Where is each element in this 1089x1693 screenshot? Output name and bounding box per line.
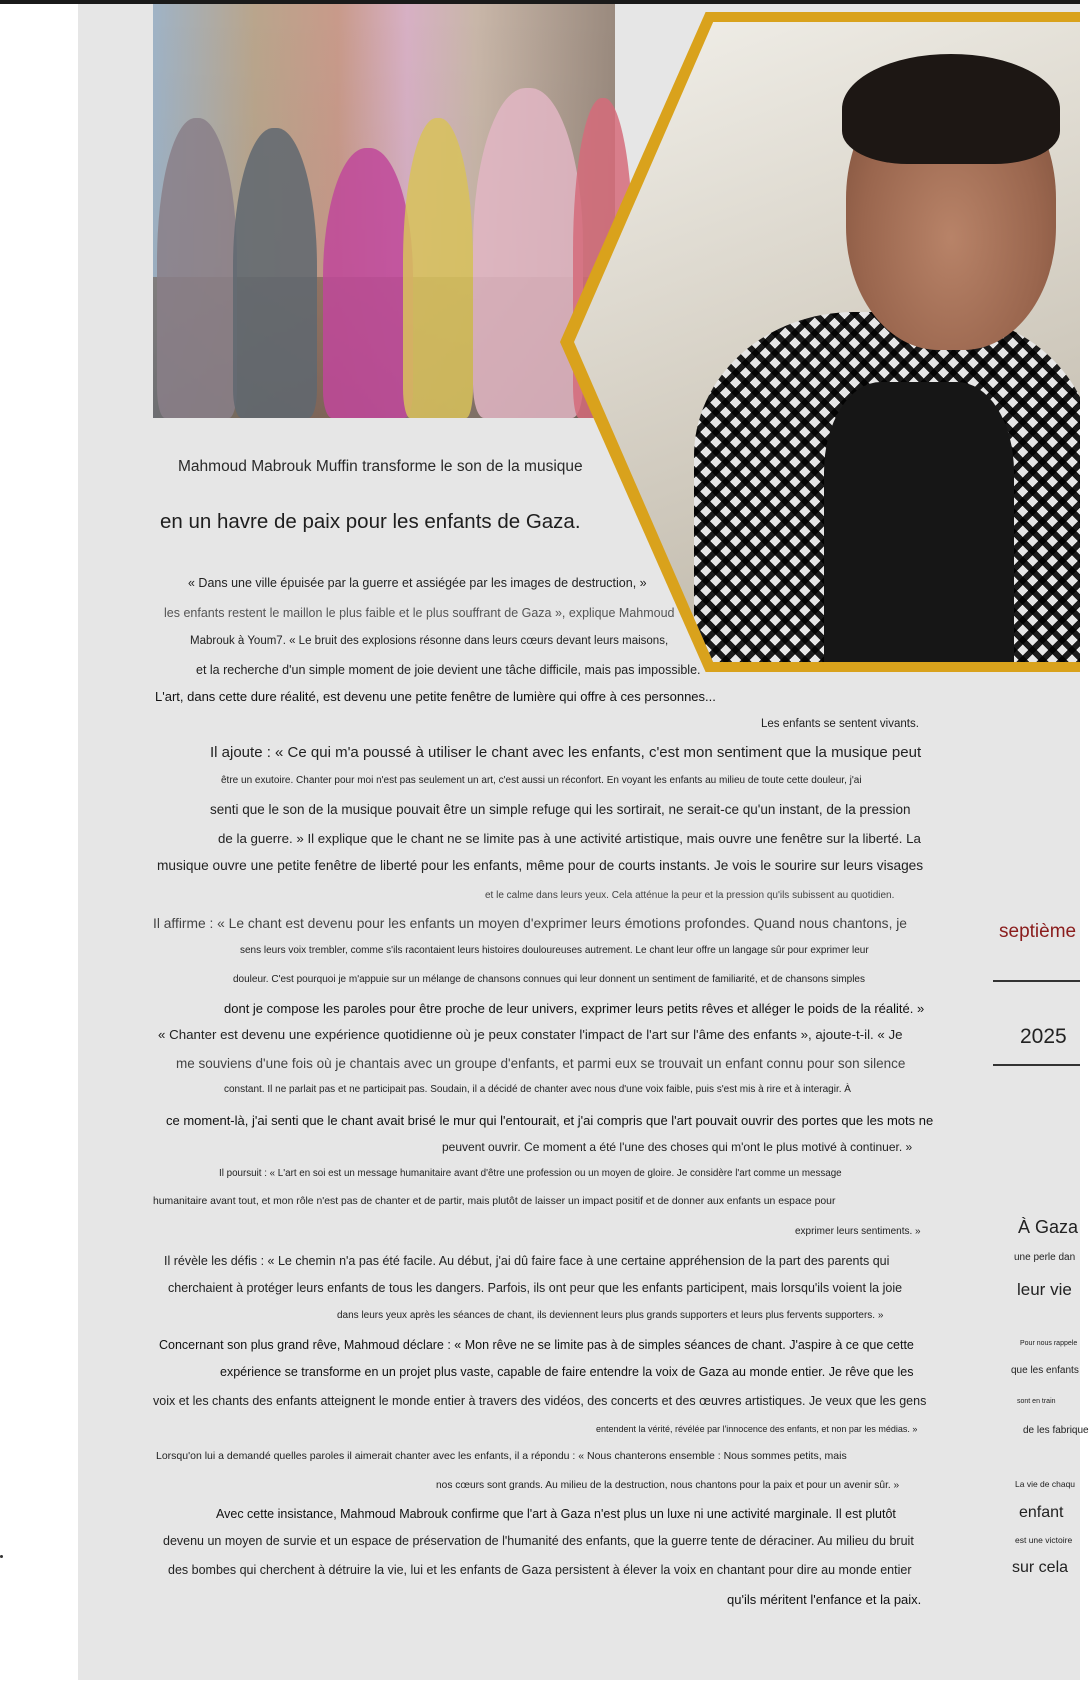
article-line: ce moment-là, j'ai senti que le chant avait brisé le mur qui l'entourait, et j'ai compris que l'art pouvait ouvrir des portes que les mots ne bbox=[166, 1113, 934, 1128]
article-line: peuvent ouvrir. Ce moment a été l'une des choses qui m'ont le plus motivé à continuer. » bbox=[442, 1140, 913, 1154]
caption-line-2: en un havre de paix pour les enfants de Gaza. bbox=[160, 510, 581, 533]
article-line: qu'ils méritent l'enfance et la paix. bbox=[727, 1592, 922, 1607]
article-line: voix et les chants des enfants atteignent le monde entier à travers des vidéos, des concerts et des œuvres artistiques. Je veux que les gens bbox=[153, 1394, 927, 1408]
child-figure bbox=[403, 118, 473, 418]
sidebar-year: 2025 bbox=[1020, 1025, 1067, 1048]
sidebar-victory: est une victoire bbox=[1015, 1535, 1073, 1545]
margin-dot bbox=[0, 1555, 3, 1558]
article-line: Il poursuit : « L'art en soi est un message humanitaire avant d'être une profession ou un moyen de gloire. Je considère l'art comme un message bbox=[219, 1168, 842, 1179]
article-line: entendent la vérité, révélée par l'innocence des enfants, et non par les médias. » bbox=[596, 1424, 918, 1434]
sidebar-month: septième bbox=[999, 921, 1077, 942]
article-line: Lorsqu'on lui a demandé quelles paroles il aimerait chanter avec les enfants, il a répondu : « Nous chanterons ensemble : Nous sommes petits, mais bbox=[156, 1450, 847, 1462]
sidebar-child: enfant bbox=[1019, 1504, 1064, 1521]
sidebar-gaza: À Gaza bbox=[1018, 1217, 1079, 1237]
article-line: me souviens d'une fois où je chantais avec un groupe d'enfants, et parmi eux se trouvait un enfant connu pour son silence bbox=[176, 1056, 906, 1071]
article-line: musique ouvre une petite fenêtre de liberté pour les enfants, même pour de courts instants. Je vois le sourire sur leurs visages bbox=[157, 858, 924, 873]
children-singing-photo bbox=[153, 4, 615, 418]
article-line: dont je compose les paroles pour être proche de leur univers, exprimer leurs petits rêves et alléger le poids de la réalité. » bbox=[224, 1001, 925, 1016]
article-line: douleur. C'est pourquoi je m'appuie sur un mélange de chansons connues qui leur donnent un sentiment de familiarité, et de chansons simples bbox=[233, 974, 865, 985]
article-line: expérience se transforme en un projet plus vaste, capable de faire entendre la voix de Gaza au monde entier. Je rêve que les bbox=[220, 1365, 914, 1379]
article-line: Avec cette insistance, Mahmoud Mabrouk confirme que l'art à Gaza n'est plus un luxe ni une activité marginale. Il est plutôt bbox=[216, 1507, 896, 1521]
article-line: devenu un moyen de survie et un espace de préservation de l'humanité des enfants, que la guerre tente de déraciner. Au milieu du bruit bbox=[163, 1534, 914, 1548]
article-line: L'art, dans cette dure réalité, est devenu une petite fenêtre de lumière qui offre à ces personnes... bbox=[155, 689, 716, 704]
article-line: nos cœurs sont grands. Au milieu de la destruction, nous chantons pour la paix et pour un avenir sûr. » bbox=[436, 1480, 900, 1491]
article-line: les enfants restent le maillon le plus faible et le plus souffrant de Gaza », explique Mahmoud bbox=[164, 606, 675, 620]
article-line: être un exutoire. Chanter pour moi n'est pas seulement un art, c'est aussi un réconfort. En voyant les enfants au milieu de toute cette douleur, j'ai bbox=[221, 775, 862, 786]
article-line: cherchaient à protéger leurs enfants de tous les dangers. Parfois, ils ont peur que les enfants participent, mais lorsqu'ils voient la joie bbox=[168, 1281, 903, 1295]
child-figure bbox=[473, 88, 583, 418]
sidebar-factories: de les fabrique bbox=[1023, 1425, 1089, 1436]
black-shirt bbox=[824, 382, 1014, 662]
hair bbox=[842, 54, 1060, 164]
sidebar-divider bbox=[993, 1064, 1080, 1066]
article-line: de la guerre. » Il explique que le chant ne se limite pas à une activité artistique, mais ouvre une fenêtre sur la liberté. La bbox=[218, 831, 921, 846]
caption-line-1: Mahmoud Mabrouk Muffin transforme le son de la musique bbox=[178, 458, 583, 475]
child-figure bbox=[157, 118, 237, 418]
article-line: et le calme dans leurs yeux. Cela atténue la peur et la pression qu'ils subissent au quotidien. bbox=[485, 890, 895, 901]
article-line: dans leurs yeux après les séances de chant, ils deviennent leurs plus grands supporters et leurs plus fervents supporters. » bbox=[337, 1310, 884, 1321]
article-line: senti que le son de la musique pouvait être un simple refuge qui les sortirait, ne serait-ce qu'un instant, de la pression bbox=[210, 802, 911, 817]
article-line: Il ajoute : « Ce qui m'a poussé à utiliser le chant avec les enfants, c'est mon sentiment que la musique peut bbox=[210, 744, 922, 761]
article-line: et la recherche d'un simple moment de joie devient une tâche difficile, mais pas impossible. bbox=[196, 663, 701, 677]
child-figure bbox=[323, 148, 413, 418]
article-line: des bombes qui cherchent à détruire la vie, lui et les enfants de Gaza persistent à élever la voix en chantant pour dire au monde entier bbox=[168, 1563, 912, 1577]
article-line: « Chanter est devenu une expérience quotidienne où je peux constater l'impact de l'art sur l'âme des enfants », ajoute-t-il. « Je bbox=[158, 1027, 903, 1042]
sidebar-training: sont en train bbox=[1017, 1398, 1056, 1405]
sidebar-remind: Pour nous rappele bbox=[1020, 1340, 1078, 1347]
article-line: Il affirme : « Le chant est devenu pour les enfants un moyen d'exprimer leurs émotions profondes. Quand nous chantons, je bbox=[153, 916, 907, 931]
article-line: Les enfants se sentent vivants. bbox=[761, 718, 919, 730]
child-figure bbox=[233, 128, 317, 418]
sidebar-life: leur vie bbox=[1017, 1280, 1072, 1299]
sidebar-divider bbox=[993, 980, 1080, 982]
article-line: Il révèle les défis : « Le chemin n'a pas été facile. Au début, j'ai dû faire face à une certaine appréhension de la part des parents qui bbox=[164, 1254, 890, 1268]
article-line: humanitaire avant tout, et mon rôle n'est pas de chanter et de partir, mais plutôt de laisser un impact positif et de donner aux enfants un espace pour bbox=[153, 1196, 836, 1207]
article-line: Mabrouk à Youm7. « Le bruit des explosions résonne dans leurs cœurs devant leurs maisons, bbox=[190, 635, 669, 647]
sidebar-children: que les enfants bbox=[1011, 1365, 1079, 1376]
article-line: « Dans une ville épuisée par la guerre et assiégée par les images de destruction, » bbox=[188, 576, 647, 590]
article-line: sens leurs voix trembler, comme s'ils racontaient leurs histoires douloureuses autrement. Le chant leur offre un langage sûr pour exprimer leur bbox=[240, 945, 869, 956]
article-line: constant. Il ne parlait pas et ne participait pas. Soudain, il a décidé de chanter avec nous d'une voix faible, puis s'est mis à rire et à interagir. À bbox=[224, 1084, 851, 1095]
article-line: Concernant son plus grand rêve, Mahmoud déclare : « Mon rêve ne se limite pas à de simples séances de chant. J'aspire à ce que cette bbox=[159, 1338, 914, 1352]
sidebar-pearl: une perle dan bbox=[1014, 1252, 1076, 1263]
sidebar-on-that: sur cela bbox=[1012, 1559, 1069, 1576]
article-line: exprimer leurs sentiments. » bbox=[795, 1226, 921, 1237]
sidebar-daily-life: La vie de chaqu bbox=[1015, 1479, 1076, 1489]
